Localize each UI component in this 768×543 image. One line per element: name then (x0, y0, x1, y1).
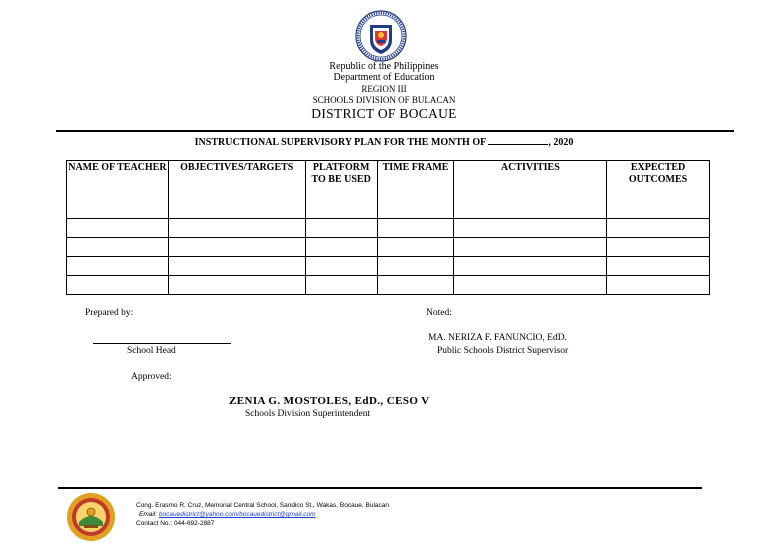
table-row (67, 219, 710, 238)
footer-email-link[interactable]: bocauedistrict@yahoo.com/bocauedistrict@gmail.com (158, 511, 316, 518)
table-cell[interactable] (454, 219, 607, 238)
table-cell[interactable] (305, 257, 377, 276)
prepared-by-label: Prepared by: (85, 308, 134, 318)
month-blank-field[interactable] (488, 136, 548, 145)
table-header-row (67, 161, 710, 219)
table-cell[interactable] (67, 238, 169, 257)
table-cell[interactable] (168, 219, 305, 238)
col-header-expected-outcomes: EXPECTED OUTCOMES (607, 161, 710, 219)
supervisory-plan-table (66, 160, 710, 295)
table-cell[interactable] (305, 276, 377, 295)
table-cell[interactable] (377, 276, 454, 295)
footer-address: Cong. Erasmo R. Cruz, Memorial Central School, Sandico St., Wakas, Bocaue, Bulacan (136, 502, 390, 509)
table-cell[interactable] (305, 238, 377, 257)
table-row (67, 276, 710, 295)
superintendent-name: ZENIA G. MOSTOLES, EdD., CESO V (229, 395, 430, 407)
table-cell[interactable] (607, 257, 710, 276)
table-cell[interactable] (168, 276, 305, 295)
col-header-activities: ACTIVITIES (454, 161, 607, 219)
district-logo-icon (66, 492, 116, 542)
header-department: Department of Education (333, 72, 435, 83)
school-head-signature-line[interactable] (93, 343, 231, 344)
table-cell[interactable] (454, 276, 607, 295)
col-header-time-frame: TIME FRAME (377, 161, 454, 219)
table-cell[interactable] (454, 257, 607, 276)
superintendent-role: Schools Division Superintendent (245, 409, 371, 419)
table-cell[interactable] (305, 219, 377, 238)
table-cell[interactable] (377, 238, 454, 257)
school-head-role: School Head (127, 346, 176, 356)
header-divider (56, 130, 734, 132)
table-cell[interactable] (377, 219, 454, 238)
table-cell[interactable] (67, 219, 169, 238)
col-header-objectives: OBJECTIVES/TARGETS (168, 161, 305, 219)
table-cell[interactable] (607, 219, 710, 238)
footer-contact: Contact No.: 044-692-2887 (136, 520, 215, 527)
deped-seal-icon (355, 10, 407, 62)
footer-email-label: Email: (139, 511, 158, 518)
table-row (67, 238, 710, 257)
approved-label: Approved: (131, 372, 172, 382)
header-republic: Republic of the Philippines (329, 61, 439, 72)
table-cell[interactable] (377, 257, 454, 276)
table-cell[interactable] (168, 257, 305, 276)
header-region: REGION III (361, 84, 407, 94)
noted-role: Public Schools District Supervisor (437, 346, 569, 356)
table-cell[interactable] (67, 257, 169, 276)
col-header-name-of-teacher: NAME OF TEACHER (67, 161, 169, 219)
table-cell[interactable] (607, 238, 710, 257)
noted-name: MA. NERIZA F. FANUNCIO, EdD. (428, 333, 567, 343)
table-cell[interactable] (67, 276, 169, 295)
footer-divider (58, 487, 702, 489)
col-header-platform: PLATFORM TO BE USED (305, 161, 377, 219)
footer-email (139, 511, 316, 519)
table-cell[interactable] (607, 276, 710, 295)
header-division: SCHOOLS DIVISION OF BULACAN (312, 95, 456, 105)
plan-title-suffix: , 2020 (548, 137, 574, 148)
table-row (67, 257, 710, 276)
table-cell[interactable] (168, 238, 305, 257)
table-cell[interactable] (454, 238, 607, 257)
header-district: DISTRICT OF BOCAUE (311, 106, 457, 121)
plan-title-prefix: INSTRUCTIONAL SUPERVISORY PLAN FOR THE MONTH OF (194, 137, 489, 148)
noted-label: Noted: (426, 308, 452, 318)
plan-title (0, 136, 768, 148)
